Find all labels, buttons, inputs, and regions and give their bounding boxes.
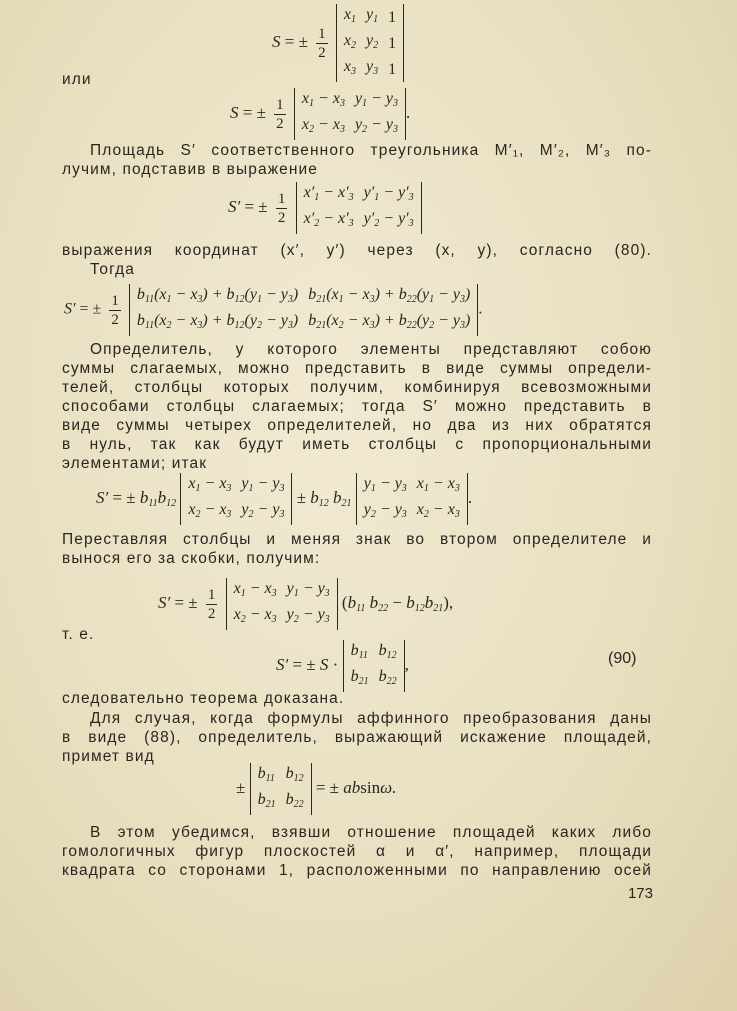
equation-area-determinant-2x2: S = ± $\frac{1}{2}$ $x_1 - x_3$ $y_1 - y_3$ $x_2 - x_3$ $y_2 - y_3$ . bbox=[230, 88, 410, 140]
paragraph-line: выражения координат (x′, y′) через (x, y), согласно (80). bbox=[62, 242, 652, 259]
paragraph-line: в нуль, так как будут иметь столбцы с пропорциональными bbox=[62, 436, 652, 453]
paragraph-line: гомологичных фигур плоскостей α и α′, например, площади bbox=[62, 843, 652, 860]
word-ili: или bbox=[62, 71, 92, 88]
paragraph-line: Определитель, у которого элементы представляют собою bbox=[90, 341, 652, 358]
paragraph-line: суммы слагаемых, можно представить в виде суммы определи- bbox=[62, 360, 652, 377]
paragraph-line: Тогда bbox=[90, 261, 135, 278]
paragraph-line: В этом убедимся, взявши отношение площадей каких либо bbox=[90, 824, 652, 841]
paragraph-line: примет вид bbox=[62, 748, 155, 765]
paragraph-line: Площадь S′ соответственного треугольника M′₁, M′₂, M′₃ по- bbox=[90, 142, 652, 159]
paragraph-line: элементами; итак bbox=[62, 455, 208, 472]
equation-area-determinant-3x3: S = ± $\frac{1}{2}$ $x_1$ $y_1$ 1 $x_2$ $y_2$ 1 $x_3$ $y_3$ 1 bbox=[272, 4, 404, 82]
equation-s-prime-expanded: S′ = ± $\frac{1}{2}$ $b_{11}(x_1 - x_3) + b_{12}(y_1 - y_3)$ $b_{21}(x_1 - x_3) + b_{22}(y_1 - y_3)$ $b_{11}(x_2 - x_3) + b_{12}(y_2 - y_3)$ $b_{21}(x_2 - x_3) + b_{22}(y_2 - y_3)$ . bbox=[64, 284, 482, 336]
paragraph-line: вынося его за скобки, получим: bbox=[62, 550, 321, 567]
equation-s-prime-factored: S′ = ± $\frac{1}{2}$ $x_1 - x_3$ $y_1 - y_3$ $x_2 - x_3$ $y_2 - y_3$ ($b_{11}$ $b_{22} - b_{12}b_{21}$), bbox=[158, 578, 453, 630]
equation-90: S′ = ± S · $b_{11}$ $b_{12}$ $b_{21}$ $b_{22}$ , bbox=[276, 640, 409, 692]
page-number: 173 bbox=[627, 885, 653, 902]
paragraph-line: квадрата со сторонами 1, расположенными по направлению осей bbox=[62, 862, 652, 879]
equation-distortion-determinant: ± $b_{11}$ $b_{12}$ $b_{21}$ $b_{22}$ = ± absinω. bbox=[236, 763, 396, 815]
paragraph-line: следовательно теорема доказана. bbox=[62, 690, 345, 707]
paragraph-line: в виде (88), определитель, выражающий искажение площадей, bbox=[62, 729, 652, 746]
paragraph-line: лучим, подставив в выражение bbox=[62, 161, 319, 178]
paragraph-line: Для случая, когда формулы аффинного преобразования даны bbox=[90, 710, 652, 727]
paragraph-line: телей, столбцы которых получим, комбинируя всевозможными bbox=[62, 379, 652, 396]
word-te: т. е. bbox=[62, 626, 95, 643]
equation-s-prime-sum: S′ = ± $b_{11}b_{12}$ $x_1 - x_3$ $y_1 - y_3$ $x_2 - x_3$ $y_2 - y_3$ ± $b_{12}$ $b_{21}$ $y_1 - y_3$ $x_1 - x_3$ $y_2 - y_3$ $x_2 - x_3$ . bbox=[96, 473, 472, 525]
paragraph-line: виде суммы четырех определителей, но два из них обратятся bbox=[62, 417, 652, 434]
paragraph-line: способами столбцы слагаемых; тогда S′ можно представить в bbox=[62, 398, 652, 415]
equation-s-prime-determinant: S′ = ± $\frac{1}{2}$ $x'_1 - x'_3$ $y'_1 - y'_3$ $x'_2 - x'_3$ $y'_2 - y'_3$ bbox=[228, 182, 422, 234]
equation-number: (90) bbox=[608, 650, 637, 667]
paragraph-line: Переставляя столбцы и меняя знак во втором определителе и bbox=[62, 531, 652, 548]
